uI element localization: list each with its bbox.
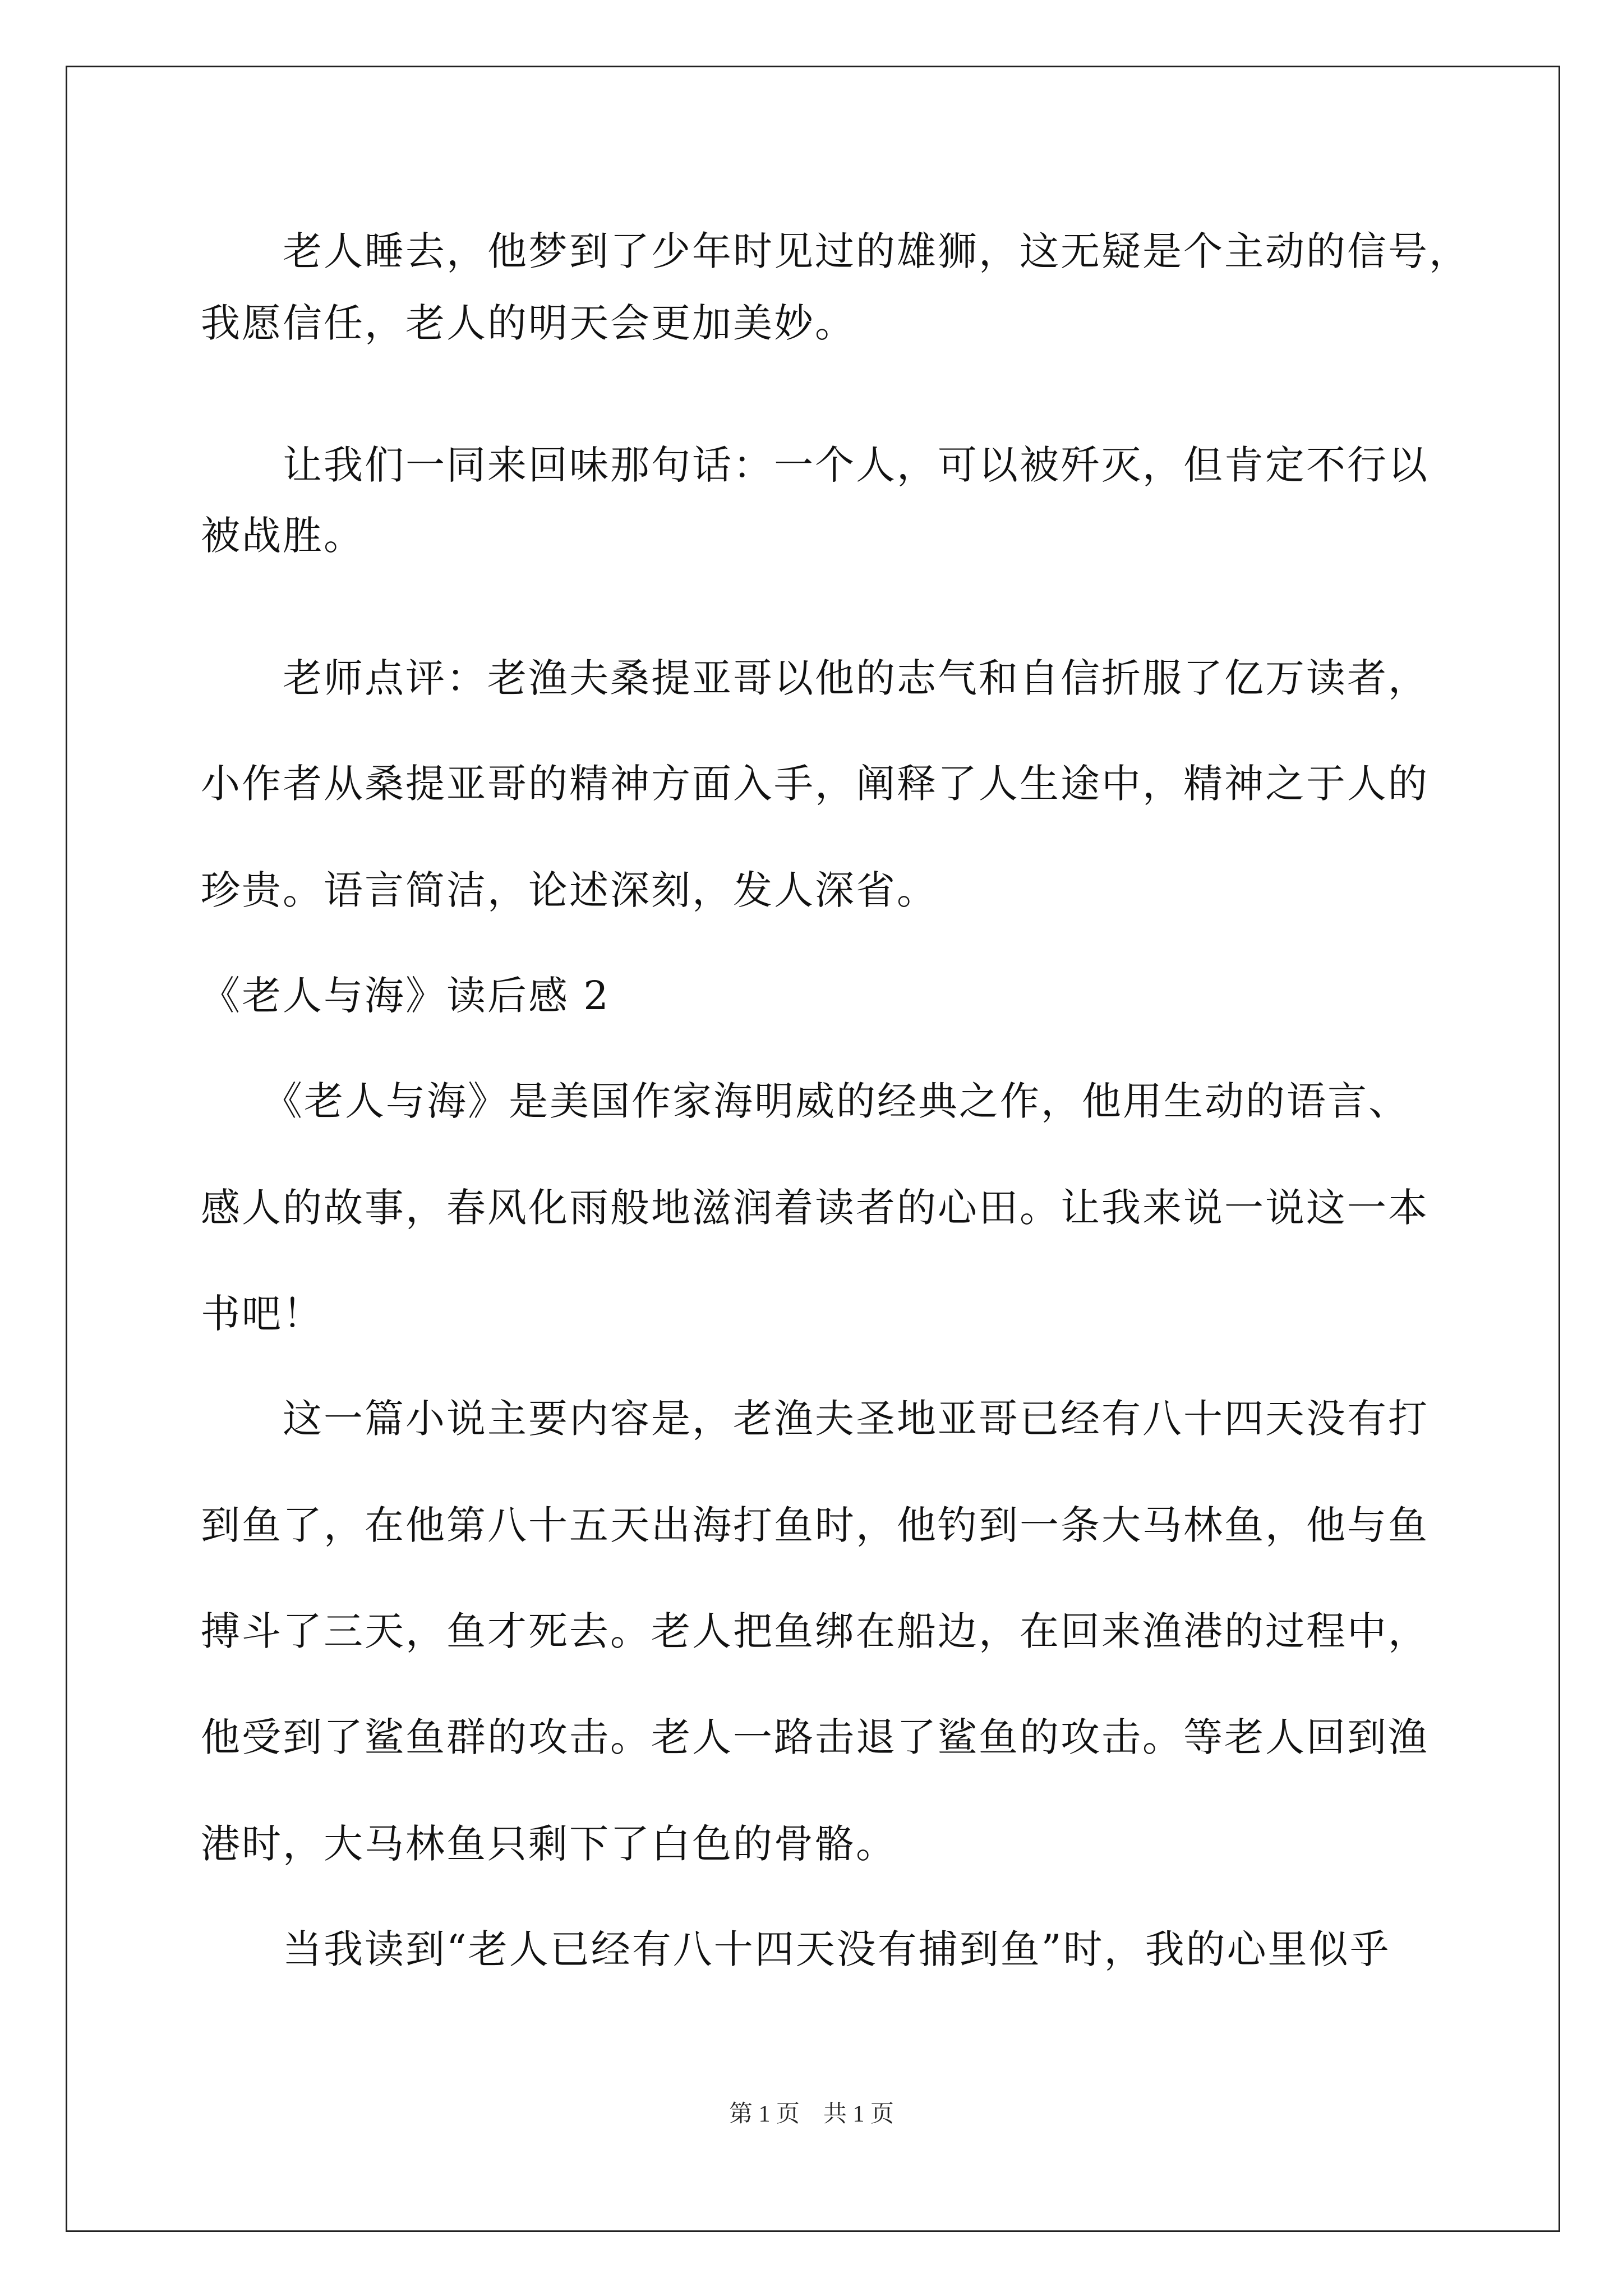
text-line: 书吧！ (201, 1291, 324, 1337)
text-line: 老人睡去，他梦到了少年时见过的雄狮，这无疑是个主动的信号， (201, 228, 1470, 274)
text-line: 《老人与海》是美国作家海明威的经典之作，他用生动的语言、 (201, 1078, 1409, 1124)
page-footer: 第 1 页 共 1 页 (728, 2101, 894, 2127)
text-line: 珍贵。语言简洁，论述深刻，发人深省。 (201, 867, 938, 913)
text-line: 港时，大马林鱼只剩下了白色的骨骼。 (201, 1821, 897, 1867)
text-line: 他受到了鲨鱼群的攻击。老人一路击退了鲨鱼的攻击。等老人回到渔 (201, 1714, 1429, 1760)
text-line: 让我们一同来回味那句话：一个人，可以被歼灭，但肯定不行以 (201, 442, 1429, 488)
text-line: 老师点评：老渔夫桑提亚哥以他的志气和自信折服了亿万读者， (201, 655, 1429, 701)
text-line: 被战胜。 (201, 513, 365, 559)
section-heading: 《老人与海》读后感 2 (201, 973, 610, 1019)
text-line: 我愿信任，老人的明天会更加美妙。 (201, 300, 856, 346)
text-line: 感人的故事，春风化雨般地滋润着读者的心田。让我来说一说这一本 (201, 1185, 1429, 1231)
text-line: 当我读到“老人已经有八十四天没有捕到鱼”时，我的心里似乎 (201, 1926, 1391, 1972)
text-line: 这一篇小说主要内容是，老渔夫圣地亚哥已经有八十四天没有打 (201, 1396, 1429, 1442)
page-border (66, 66, 1560, 2232)
text-line: 到鱼了，在他第八十五天出海打鱼时，他钓到一条大马林鱼，他与鱼 (201, 1502, 1429, 1548)
text-line: 搏斗了三天，鱼才死去。老人把鱼绑在船边，在回来渔港的过程中， (201, 1608, 1429, 1654)
text-line: 小作者从桑提亚哥的精神方面入手，阐释了人生途中，精神之于人的 (201, 761, 1429, 807)
